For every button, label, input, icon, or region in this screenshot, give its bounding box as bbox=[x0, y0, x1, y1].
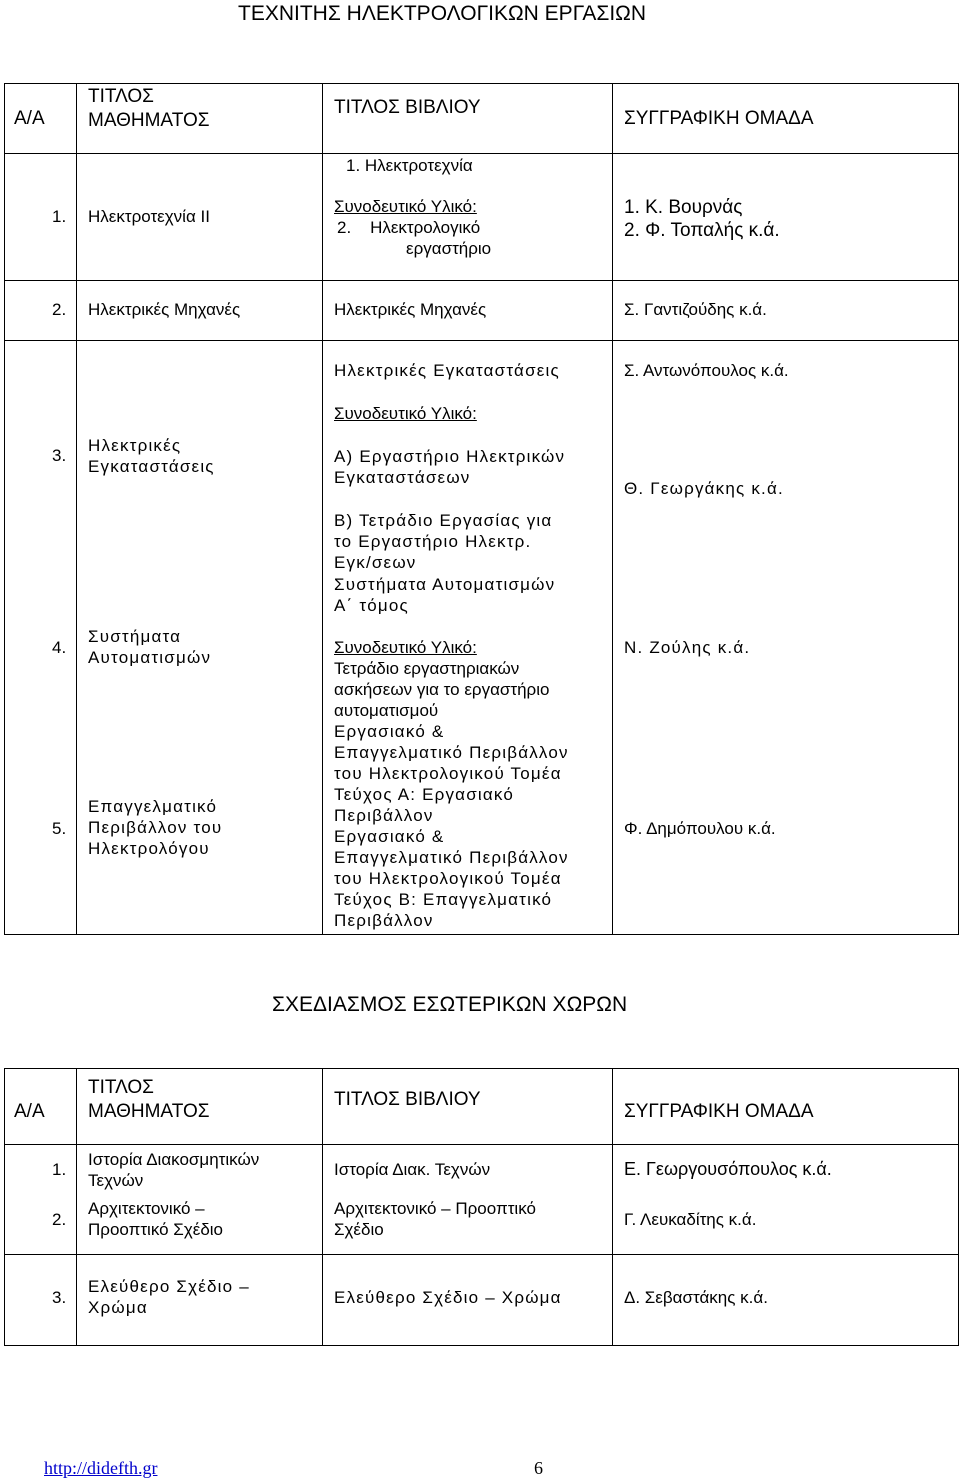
row-3-subject: Ηλεκτρικές Εγκαταστάσεις bbox=[88, 436, 215, 476]
row-5-author: Φ. Δημόπουλου κ.ά. bbox=[624, 819, 776, 838]
header-authors: ΣΥΓΓΡΑΦΙΚΗ ΟΜΑΔΑ bbox=[624, 108, 814, 129]
row2-1-num: 1. bbox=[52, 1160, 67, 1179]
row-1-subject: Ηλεκτροτεχνία ΙΙ bbox=[88, 207, 210, 226]
header2-subject: ΤΙΤΛΟΣ ΜΑΘΗΜΑΤΟΣ bbox=[88, 1077, 210, 1122]
row2-2-num: 2. bbox=[52, 1210, 67, 1229]
row-2-num: 2. bbox=[52, 300, 67, 319]
row-5-subject: Επαγγελματικό Περιβάλλον του Ηλεκτρολόγου bbox=[88, 797, 223, 858]
row2-2-author: Γ. Λευκαδίτης κ.ά. bbox=[624, 1210, 757, 1229]
row2-3-book: Ελεύθερο Σχέδιο – Χρώμα bbox=[334, 1288, 562, 1307]
row2-2-book: Αρχιτεκτονικό – Προοπτικό Σχέδιο bbox=[334, 1199, 536, 1239]
row-4-book: Συστήματα Αυτοματισμών Α΄ τόμος bbox=[334, 575, 556, 615]
row2-3-num: 3. bbox=[52, 1288, 67, 1307]
row2-1-subject: Ιστορία Διακοσμητικών Τεχνών bbox=[88, 1150, 260, 1190]
row-4-companion-label: Συνοδευτικό Υλικό: bbox=[334, 638, 477, 657]
row-4-num: 4. bbox=[52, 638, 67, 657]
header2-book: ΤΙΤΛΟΣ ΒΙΒΛΙΟΥ bbox=[334, 1089, 481, 1110]
header-book: ΤΙΤΛΟΣ ΒΙΒΛΙΟΥ bbox=[334, 97, 481, 118]
row-3-author: Σ. Αντωνόπουλος κ.ά. bbox=[624, 361, 789, 380]
page-title: ΤΕΧΝΙΤΗΣ ΗΛΕΚΤΡΟΛΟΓΙΚΩΝ ΕΡΓΑΣΙΩΝ bbox=[238, 2, 647, 25]
page-number: 6 bbox=[534, 1458, 543, 1478]
row-3-lab-b: Β) Τετράδιο Εργασίας για το Εργαστήριο Ηλεκτρ. Εγκ/σεων bbox=[334, 511, 553, 572]
row-5-book: Εργασιακό & Επαγγελματικό Περιβάλλον του Ηλεκτρολογικού Τομέα Τεύχος Α: Εργασιακό Περιβάλλον Εργασιακό & Επαγγελματικό Περιβάλλον του Ηλεκτρολογικού Τομέα Τεύχος Β: Επαγγελματικό Περιβάλλον bbox=[334, 722, 569, 930]
row-1-num: 1. bbox=[52, 207, 67, 226]
row-2-book: Ηλεκτρικές Μηχανές bbox=[334, 300, 487, 319]
row-1-authors: 1. Κ. Βουρνάς 2. Φ. Τοπαλής κ.ά. bbox=[624, 197, 780, 241]
row-5-num: 5. bbox=[52, 819, 67, 838]
row2-1-book: Ιστορία Διακ. Τεχνών bbox=[334, 1160, 491, 1179]
row2-3-subject: Ελεύθερο Σχέδιο – Χρώμα bbox=[88, 1277, 250, 1317]
row-3-num: 3. bbox=[52, 446, 67, 465]
header2-aa: Α/Α bbox=[14, 1101, 45, 1122]
header2-authors: ΣΥΓΓΡΑΦΙΚΗ ΟΜΑΔΑ bbox=[624, 1101, 814, 1122]
row-3-companion-label: Συνοδευτικό Υλικό: bbox=[334, 404, 477, 423]
header-subject: ΤΙΤΛΟΣ ΜΑΘΗΜΑΤΟΣ bbox=[88, 86, 210, 131]
row2-2-subject: Αρχιτεκτονικό – Προοπτικό Σχέδιο bbox=[88, 1199, 224, 1239]
row-1-book: 1. Ηλεκτροτεχνία bbox=[346, 156, 473, 175]
row-4-author: Ν. Ζούλης κ.ά. bbox=[624, 638, 751, 657]
row-3-book: Ηλεκτρικές Εγκαταστάσεις bbox=[334, 361, 560, 380]
row-1-companion-item: 2. Ηλεκτρολογικό εργαστήριο bbox=[337, 218, 492, 258]
footer-link[interactable]: http://didefth.gr bbox=[44, 1458, 158, 1478]
row-1-companion-label: Συνοδευτικό Υλικό: bbox=[334, 197, 477, 216]
row2-1-author: Ε. Γεωργουσόπουλος κ.ά. bbox=[624, 1159, 832, 1179]
row-3-lab-author: Θ. Γεωργάκης κ.ά. bbox=[624, 479, 784, 498]
row-4-subject: Συστήματα Αυτοματισμών bbox=[88, 627, 212, 667]
row-3-lab-a: Α) Εργαστήριο Ηλεκτρικών Εγκαταστάσεων bbox=[334, 447, 566, 487]
row-2-subject: Ηλεκτρικές Μηχανές bbox=[88, 300, 241, 319]
section-title: ΣΧΕΔΙΑΣΜΟΣ ΕΣΩΤΕΡΙΚΩΝ ΧΩΡΩΝ bbox=[272, 993, 628, 1016]
header-aa: Α/Α bbox=[14, 108, 45, 129]
row-4-companion: Τετράδιο εργαστηριακών ασκήσεων για το εργαστήριο αυτοματισμού bbox=[334, 659, 550, 720]
row2-3-author: Δ. Σεβαστάκης κ.ά. bbox=[624, 1288, 768, 1307]
row-2-author: Σ. Γαντιζούδης κ.ά. bbox=[624, 300, 767, 319]
